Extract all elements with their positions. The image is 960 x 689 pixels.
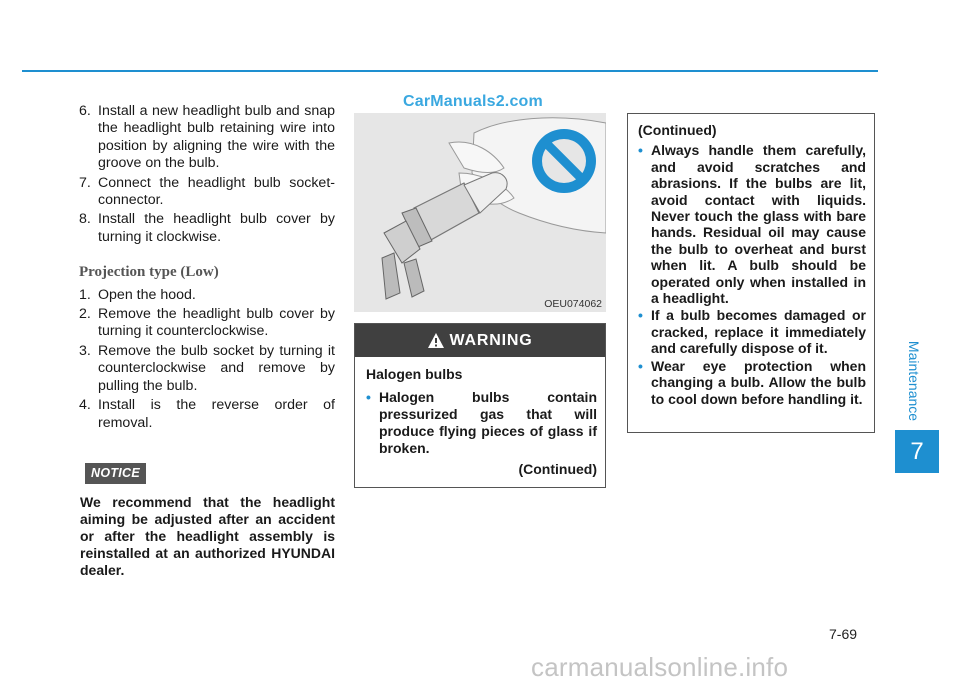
continued-label: (Continued) — [518, 461, 597, 477]
bullet-dot-icon: • — [638, 142, 643, 159]
step-item — [79, 103, 335, 173]
step-item — [79, 287, 335, 304]
section-heading: Projection type (Low) — [79, 264, 219, 281]
chapter-side-label — [900, 340, 928, 422]
step-item — [79, 306, 335, 341]
step-number: 2. — [79, 306, 91, 323]
bullet-text: Halogen bulbs contain pressurized gas that will produce flying pieces of glass if broken. — [379, 389, 597, 456]
step-text: Remove the bulb socket by turning it counterclockwise and remove by pulling the bulb. — [98, 342, 335, 394]
bullet-dot-icon: • — [366, 389, 371, 405]
page-number: 7-69 — [829, 626, 858, 642]
warning-body — [355, 357, 605, 478]
warning-triangle-icon — [428, 333, 444, 348]
step-text: Install is the reverse order of removal. — [98, 397, 335, 431]
watermark-link[interactable]: CarManuals2.com — [403, 93, 543, 110]
step-item — [79, 175, 335, 210]
step-number: 4. — [79, 397, 91, 414]
warning-header — [355, 324, 605, 357]
continued-warning-box — [627, 113, 875, 433]
step-number: 1. — [79, 286, 91, 303]
step-text: Connect the headlight bulb socket-connector. — [98, 174, 335, 209]
chapter-tab[interactable]: 7 — [895, 430, 939, 473]
step-number: 6. — [79, 103, 91, 119]
left-column — [79, 103, 335, 579]
warning-box — [354, 323, 606, 488]
step-item — [79, 397, 335, 432]
continued-bullet — [638, 142, 866, 306]
chapter-name: Maintenance — [906, 340, 923, 422]
notice-text: We recommend that the headlight aiming be adjusted after an accident or after the headlight assembly is reinstalled at an authorized HYUNDAI dealer. — [80, 494, 335, 579]
warning-title: Halogen bulbs — [366, 366, 463, 382]
continued-heading: (Continued) — [638, 122, 717, 138]
step-number: 8. — [79, 211, 91, 228]
warning-bullet — [366, 389, 597, 457]
step-text: Remove the headlight bulb cover by turning it counterclockwise. — [98, 306, 335, 340]
continued-bullet — [638, 358, 866, 407]
bullet-dot-icon: • — [638, 357, 643, 374]
warning-label: WARNING — [449, 331, 533, 349]
step-number: 3. — [79, 342, 91, 359]
step-item — [79, 343, 335, 395]
step-text: Install a new headlight bulb and snap the headlight bulb retaining wire into position by aligning the wire with the groove on the bulb. — [98, 103, 335, 172]
footer-watermark-link[interactable]: carmanualsonline.info — [531, 652, 789, 682]
step-number: 7. — [79, 174, 91, 191]
hand-holding-bulb-icon — [354, 113, 606, 312]
bullet-dot-icon: • — [638, 307, 643, 324]
bullet-text: Always handle them carefully, and avoid scratches and abrasions. If the bulbs are lit, avoid contact with liquids. Never touch the glass with bare hands. Residual oil may cause the bulb to overheat and burst when lit. A bulb should be operated only when installed in a headlight. — [651, 142, 866, 307]
bulb-illustration — [354, 113, 606, 312]
bullet-text: Wear eye protection when changing a bulb. Allow the bulb to cool down before handling it. — [651, 357, 866, 407]
image-code: OEU074062 — [544, 298, 602, 310]
notice-badge: NOTICE — [85, 463, 146, 484]
continued-bullet — [638, 307, 866, 356]
step-text: Install the headlight bulb cover by turning it clockwise. — [98, 211, 335, 245]
step-item — [79, 211, 335, 246]
bullet-text: If a bulb becomes damaged or cracked, replace it immediately and carefully dispose of it. — [651, 307, 866, 357]
step-text: Open the hood. — [98, 286, 196, 303]
top-rule — [22, 70, 878, 72]
